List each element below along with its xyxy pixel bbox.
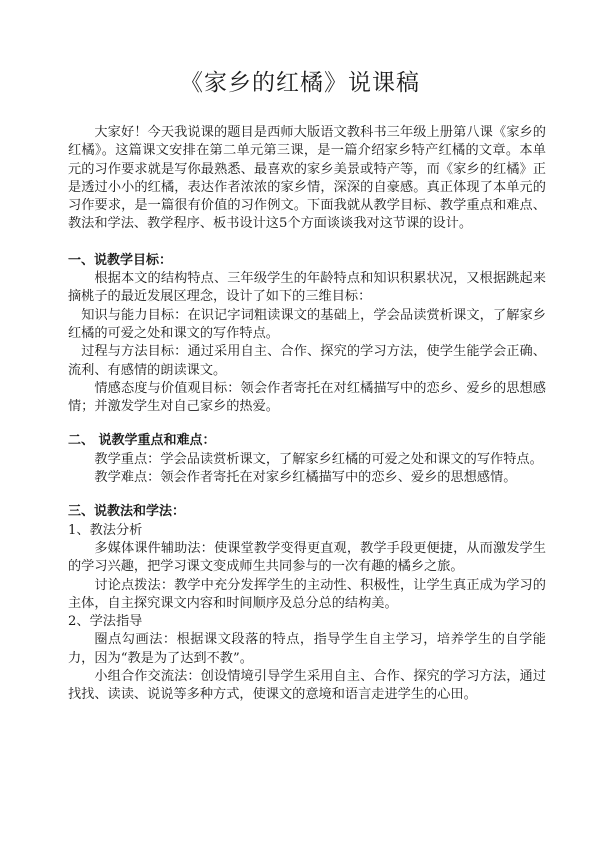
section-3-paragraph: 小组合作交流法：创设情境引导学生采用自主、合作、探究的学习方法，通过找找、读读、说说等多种方式，使课文的意境和语言走进学生的心田。 <box>68 669 546 703</box>
section-1-paragraph: 过程与方法目标：通过采用自主、合作、探究的学习方法，使学生能学会正确、流利、有感情的朗读课文。 <box>68 344 546 378</box>
section-1-paragraph: 情感态度与价值观目标：领会作者寄托在对红橘描写中的恋乡、爱乡的思想感情；并激发学生对自己家乡的热爱。 <box>68 380 546 415</box>
section-2-paragraph: 教学难点：领会作者寄托在对家乡红橘描写中的恋乡、爱乡的思想感情。 <box>94 470 517 486</box>
section-2-heading: 二、 说教学重点和难点： <box>68 433 216 449</box>
document-body <box>68 124 546 705</box>
section-3-paragraph: 多媒体课件辅助法：使课堂教学变得更直观，教学手段更便捷，从而激发学生的学习兴趣，把学习课文变成师生共同参与的一次有趣的橘乡之旅。 <box>68 540 546 575</box>
section-3-subheading: 2、学法指导 <box>68 614 143 630</box>
section-1-heading: 一、说教学目标： <box>68 252 173 268</box>
section-1-paragraph: 知识与能力目标：在识记字词粗读课文的基础上，学会品读赏析课文，了解家乡红橘的可爱之处和课文的写作特点。 <box>68 307 546 341</box>
section-1-paragraph: 根据本文的结构特点、三年级学生的年龄特点和知识积累状况，又根据跳起来摘桃子的最近发展区理念，设计了如下的三维目标： <box>68 271 546 305</box>
page-title: 《家乡的红橘》说课稿 <box>180 70 420 96</box>
section-2-paragraph: 教学重点：学会品读赏析课文，了解家乡红橘的可爱之处和课文的写作特点。 <box>94 451 543 467</box>
section-3-subheading: 1、教法分析 <box>68 522 143 538</box>
intro-paragraph: 大家好！今天我说课的题目是西师大版语文教科书三年级上册第八课《家乡的红橘》。这篇课文安排在第二单元第三课，是一篇介绍家乡特产红橘的文章。本单元的习作要求就是写你最熟悉、最喜欢的家乡美景或特产等，而《家乡的红橘》正是透过小小的红橘，表达作者浓浓的家乡情，深深的自豪感。真正体现了本单元的习作要求，是一篇很有价值的习作例文。下面我就从教学目标、教学重点和难点、教法和学法、教学程序、板书设计这5个方面谈谈我对这节课的设计。 <box>68 125 546 232</box>
section-3-heading: 三、说教法和学法： <box>68 504 186 520</box>
section-3-paragraph: 圈点勾画法：根据课文段落的特点，指导学生自主学习，培养学生的自学能力，因为“教是为了达到不教”。 <box>68 632 546 666</box>
section-3-paragraph: 讨论点拨法：教学中充分发挥学生的主动性、积极性，让学生真正成为学习的主体，自主探究课文内容和时间顺序及总分总的结构美。 <box>68 577 546 611</box>
